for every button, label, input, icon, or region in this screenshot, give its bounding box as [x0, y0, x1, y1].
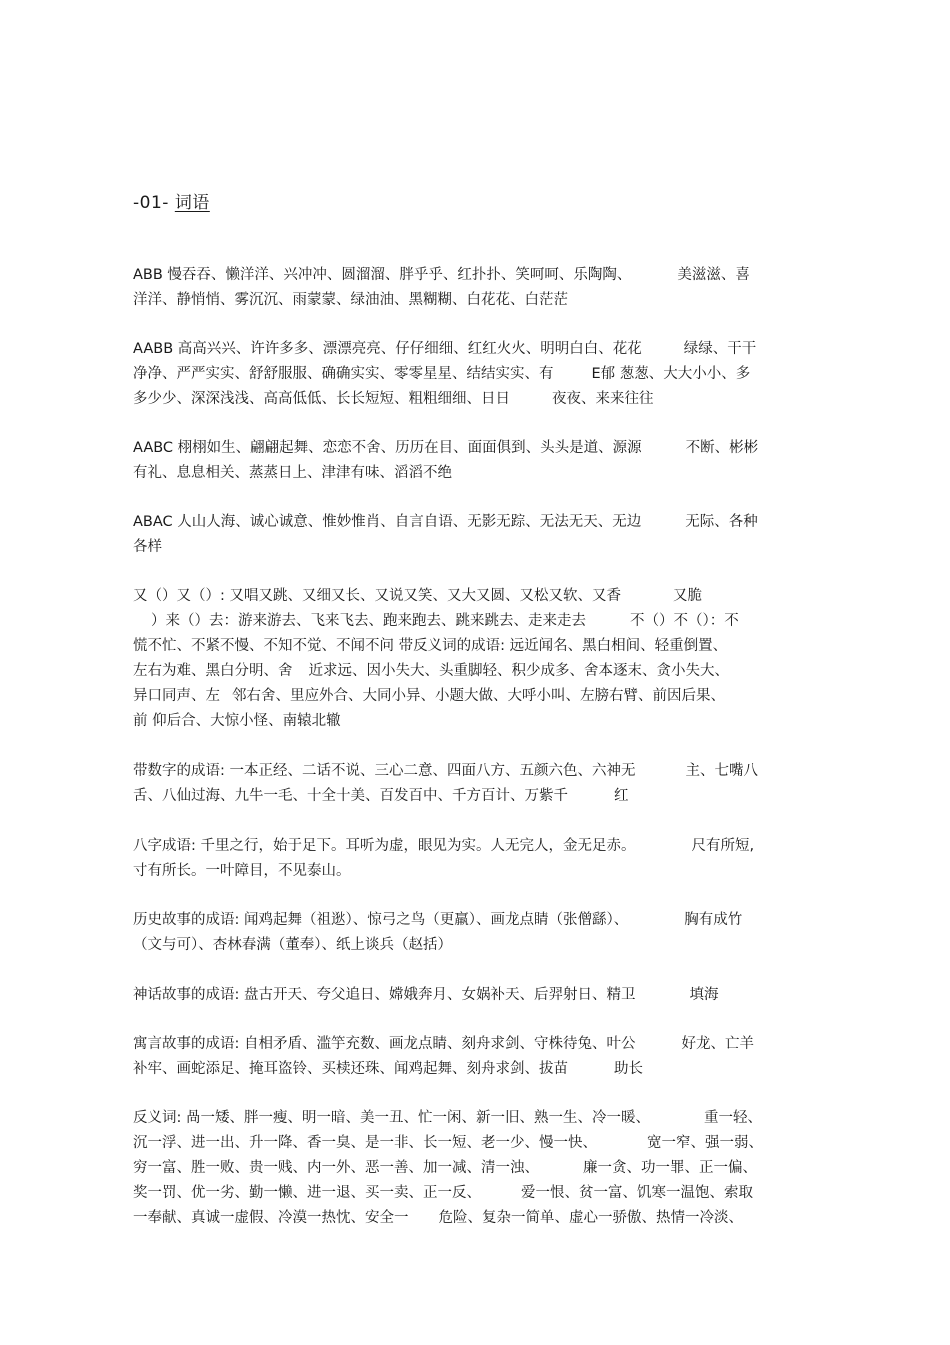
text-line: 夜夜、来来往往 — [552, 391, 654, 407]
text-line: 胸有成竹 — [684, 912, 743, 928]
text-line: 八字成语: 千里之行，始于足下。耳听为虚，眼见为实。人无完人，金无足赤。 — [133, 838, 636, 854]
section-title — [133, 192, 210, 214]
text-line: 反义词: 咼一矮、胖一瘦、明一暗、美一丑、忙一闲、新一旧、熟一生、冷一暖、 — [133, 1110, 650, 1126]
text-line: 慌不忙、不紧不慢、不知不觉、不闻不问 带反义词的成语: 远近闻名、黑白相间、轻重倒置、 — [133, 638, 728, 654]
text-line: （文与可）、杏林春满（董奉）、纸上谈兵（赵括） — [133, 937, 452, 953]
text-line: 重一轻、 — [704, 1110, 762, 1126]
text-line: 神话故事的成语: 盘古开天、夸父追日、嫦娥奔月、女娲补天、后羿射日、精卫 — [133, 987, 636, 1003]
paragraph-antonyms — [133, 1106, 805, 1231]
paragraph-eight-char-idioms — [133, 834, 805, 884]
text-line: 净净、严严实实、舒舒服服、确确实实、零零星星、结结实实、有 — [133, 366, 554, 382]
text-line: 绿绿、干干 — [683, 341, 757, 357]
text-line: 红 — [614, 788, 629, 804]
text-line: 寸有所长。一叶障目，不见泰山。 — [133, 863, 351, 879]
text-line: 补牢、画蛇添足、掩耳盗铃、买椟还珠、闻鸡起舞、刻舟求剑、拔苗 — [133, 1061, 568, 1077]
text-line: 又（）又（）: 又唱又跳、又细又长、又说又笑、又大又圆、又松又软、又香 — [133, 588, 621, 604]
text-line: 美滋滋、喜 — [677, 267, 750, 283]
text-line: 历史故事的成语: 闻鸡起舞（祖逖）、惊弓之鸟（更羸）、画龙点睛（张僧繇）、 — [133, 912, 629, 928]
text-line: 奖一罚、优一劣、勤一懒、进一退、买一卖、正一反、 — [133, 1185, 481, 1201]
text-line: ABAC 人山人海、诚心诚意、惟妙惟肖、自言自语、无影无踪、无法无天、无边 — [133, 514, 642, 530]
paragraph-aabc — [133, 436, 805, 486]
section-heading: 词语 — [174, 193, 210, 213]
text-line: 寓言故事的成语: 自相矛盾、滥竽充数、画龙点睛、刻舟求剑、守株待兔、叶公 — [133, 1036, 636, 1052]
text-line: ）来（）去：游来游去、飞来飞去、跑来跑去、跳来跳去、走来走去 — [151, 613, 586, 629]
text-line: 异口同声、左 — [133, 688, 220, 704]
text-line: 好龙、亡羊 — [681, 1036, 754, 1052]
text-line: 主、七嘴八 — [685, 763, 758, 779]
paragraph-number-idioms — [133, 759, 805, 809]
text-line: 助长 — [614, 1061, 643, 1077]
text-line: 穷一富、胜一败、贵一贱、内一外、恶一善、加一减、清一浊、 — [133, 1160, 539, 1176]
paragraph-fable-idioms — [133, 1032, 805, 1082]
text-line: 有礼、息息相关、蒸蒸日上、津津有味、滔滔不绝 — [133, 465, 452, 481]
text-line: 又脆 — [673, 588, 702, 604]
text-line: 洋洋、静悄悄、雾沉沉、雨蒙蒙、绿油油、黑糊糊、白花花、白茫茫 — [133, 292, 568, 308]
text-line: AABB 高高兴兴、许许多多、漂漂亮亮、仔仔细细、红红火火、明明白白、花花 — [133, 341, 642, 357]
paragraph-you-you — [133, 584, 805, 734]
text-line: 各样 — [133, 539, 162, 555]
text-line: 廉一贪、功一罪、正一偏、 — [583, 1160, 757, 1176]
text-line: 一奉献、真诚一虚假、冷漠一热忱、安全一 — [133, 1210, 409, 1226]
text-line: 无际、各种 — [685, 514, 758, 530]
paragraph-myth-idioms — [133, 983, 805, 1008]
text-line: 不断、彬彬 — [685, 440, 759, 456]
text-line: 舌、八仙过海、九牛一毛、十全十美、百发百中、千方百计、万紫千 — [133, 788, 568, 804]
text-line: 前 仰后合、大惊小怪、南辕北辙 — [133, 713, 341, 729]
paragraph-aabb — [133, 337, 805, 412]
paragraph-abb — [133, 263, 805, 313]
text-line: 危险、复杂一简单、虚心一骄傲、热情一冷淡、 — [438, 1210, 743, 1226]
text-line: E郁 葱葱、大大小小、多 — [591, 366, 751, 382]
text-line: ABB 慢吞吞、懒洋洋、兴冲冲、圆溜溜、胖乎乎、红扑扑、笑呵呵、乐陶陶、 — [133, 267, 632, 283]
text-line: 邻右舍、里应外合、大同小异、小题大做、大呼小叫、左膀右臂、前因后果、 — [232, 688, 725, 704]
text-line: 带数字的成语: 一本正经、二话不说、三心二意、四面八方、五颜六色、六神无 — [133, 763, 636, 779]
text-line: AABC 栩栩如生、翩翩起舞、恋恋不舍、历历在目、面面俱到、头头是道、源源 — [133, 440, 642, 456]
text-line: 宽一窄、强一弱、 — [647, 1135, 763, 1151]
text-line: 不（）不（）：不 — [630, 613, 739, 629]
paragraph-abac — [133, 510, 805, 560]
text-line: 爱一恨、贫一富、饥寒一温饱、索取 — [521, 1185, 753, 1201]
text-line: 多少少、深深浅浅、高高低低、长长短短、粗粗细细、日日 — [133, 391, 510, 407]
text-line: 尺有所短, — [691, 838, 755, 854]
text-line: 近求远、因小失大、头重脚轻、积少成多、舍本逐末、贪小失大、 — [308, 663, 729, 679]
text-line: 填海 — [689, 987, 719, 1003]
text-line: 沉一浮、进一出、升一降、香一臭、是一非、长一短、老一少、慢一快、 — [133, 1135, 597, 1151]
section-number: -01- — [133, 193, 169, 213]
paragraph-history-idioms — [133, 908, 805, 958]
text-line: 左右为难、黑白分明、舍 — [133, 663, 293, 679]
